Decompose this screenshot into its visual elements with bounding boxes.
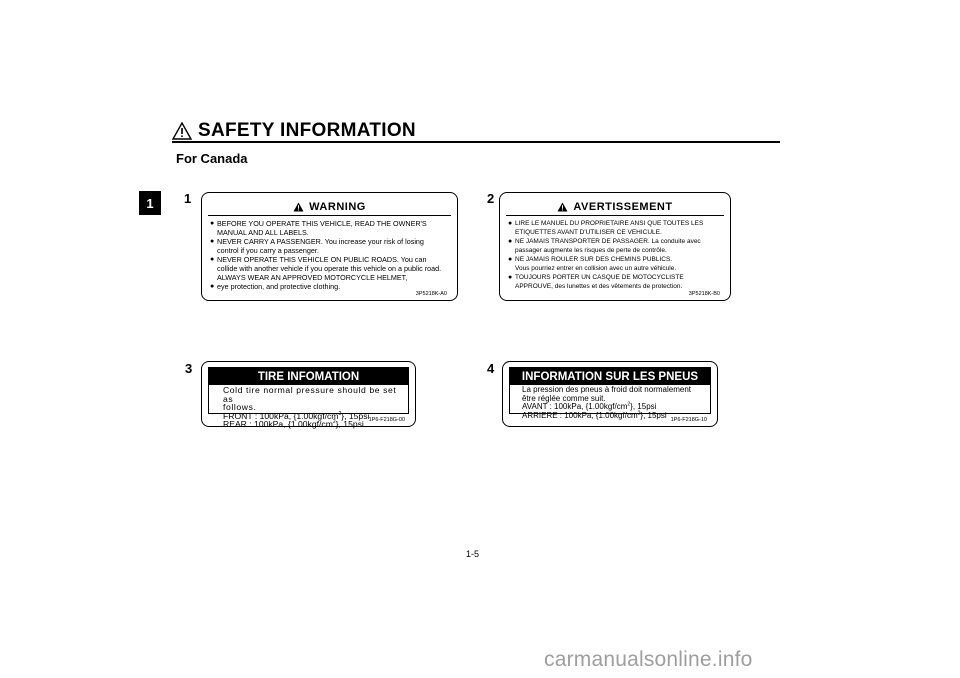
bullet-icon: ● <box>508 238 513 245</box>
page-title: SAFETY INFORMATION <box>198 120 416 141</box>
list-item: ● eye protection, and protective clothing. <box>210 282 341 291</box>
list-item: ETIQUETTES AVANT D'UTILISER CE VEHICULE. <box>515 229 662 236</box>
warning-triangle-icon <box>557 202 568 212</box>
list-item: APPROUVE, des lunettes et des vêtements de protection. <box>515 283 683 290</box>
bullet-icon: ● <box>210 220 215 227</box>
list-item: ● LIRE LE MANUEL DU PROPRIETAIRE ANSI QUE TOUTES LES <box>508 220 704 227</box>
label-part-code: 3P5218K-B0 <box>688 291 720 297</box>
bullet-icon: ● <box>508 256 513 263</box>
avertissement-label-header <box>506 198 724 216</box>
list-item: ● BEFORE YOU OPERATE THIS VEHICLE, READ THE OWNER'S <box>210 219 427 228</box>
label-number: 1 <box>184 191 192 206</box>
chapter-tab: 1 <box>139 191 161 215</box>
warning-triangle-icon <box>293 202 304 212</box>
list-item: passager augmente les risques de perte de contrôle. <box>515 247 667 254</box>
warning-label <box>201 192 458 301</box>
tire-info-french-title: INFORMATION SUR LES PNEUS <box>510 368 710 385</box>
avant-pressure: AVANT : 100kPa, $\{1.00kgf/cm^2\}$, 15psi <box>522 401 657 411</box>
list-item: Vous pourriez entrer en collision avec un autre véhicule. <box>515 265 677 272</box>
section-header <box>172 120 416 142</box>
section-subtitle: For Canada <box>176 151 248 166</box>
label-number: 3 <box>185 361 193 376</box>
list-item: MANUAL AND ALL LABELS. <box>217 228 309 237</box>
rear-pressure: REAR : 100kPa, $\{1.00kgf/cm^2\}$, 15psi <box>223 419 364 429</box>
page-number: 1-5 <box>466 549 480 559</box>
header-rule <box>172 141 780 143</box>
list-item: ● NE JAMAIS TRANSPORTER DE PASSAGER. La conduite avec <box>508 238 701 245</box>
bullet-icon: ● <box>210 256 215 263</box>
avertissement-label <box>499 192 731 301</box>
list-item: ● NE JAMAIS ROULER SUR DES CHEMINS PUBLICS. <box>508 256 673 263</box>
bullet-icon: ● <box>508 274 513 281</box>
tire-info-french-label <box>502 361 718 427</box>
list-item: ALWAYS WEAR AN APPROVED MOTORCYCLE HELMET, <box>217 273 408 282</box>
bullet-icon: ● <box>508 220 513 227</box>
list-item: ● NEVER OPERATE THIS VEHICLE ON PUBLIC ROADS. You can <box>210 255 427 264</box>
tire-info-french-body: La pression des pneus à froid doit normalement être réglée comme suit. AVANT : 100kPa, $\{1.00kgf/cm^2\}$, 15psi ARRIERE : 100kPa, $\{1.00kgf/cm^2\}$, 15psi <box>510 385 710 420</box>
front-pressure: FRONT : 100kPa, $\{1.00kgf/cm^2\}$, 15psi <box>223 410 370 421</box>
tire-info-label <box>201 361 416 427</box>
label-number: 2 <box>487 191 495 206</box>
list-item: collide with another vehicle if you operate this vehicle on a public road. <box>217 264 442 273</box>
list-item: ● TOUJOURS PORTER UN CASQUE DE MOTOCYCLISTE <box>508 274 684 281</box>
watermark: carmanualsonline.info <box>544 648 753 671</box>
warning-triangle-icon <box>172 122 192 140</box>
bullet-icon: ● <box>210 283 215 290</box>
label-number: 4 <box>487 361 495 376</box>
list-item: ● NEVER CARRY A PASSENGER. You increase your risk of losing <box>210 237 424 246</box>
list-item: control if you carry a passenger. <box>217 246 319 255</box>
warning-label-header <box>208 198 451 216</box>
bullet-icon: ● <box>210 238 215 245</box>
label-part-code: 1P6-F218G-10 <box>670 417 707 423</box>
tire-info-title: TIRE INFOMATION <box>209 368 408 385</box>
avertissement-label-title: AVERTISSEMENT <box>573 200 673 213</box>
label-part-code: 1P6-F218G-00 <box>368 417 405 423</box>
label-part-code: 3P5218K-A0 <box>415 291 447 297</box>
arriere-pressure: ARRIERE : 100kPa, $\{1.00kgf/cm^2\}$, 15psi <box>522 409 667 420</box>
warning-label-title: WARNING <box>309 200 366 213</box>
tire-info-body: Cold tire normal pressure should be set as follows. FRONT : 100kPa, $\{1.00kgf/cm^2\}$, 15psi REAR : 100kPa, $\{1.00kgf/cm^2\}$, 15psi <box>209 385 408 429</box>
avertissement-label-body <box>508 219 722 291</box>
warning-label-body <box>210 219 449 291</box>
